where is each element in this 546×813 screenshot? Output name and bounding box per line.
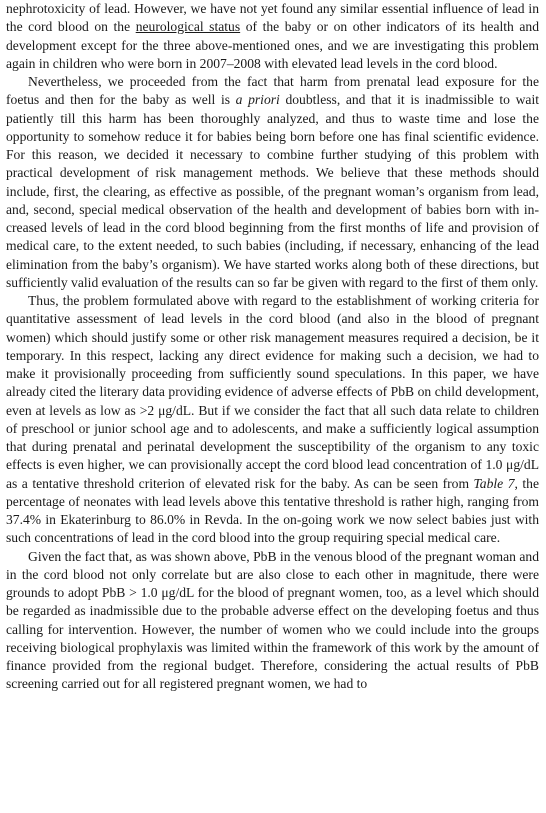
paragraph-1 xyxy=(6,0,539,73)
paragraph-2-text-a: Nevertheless, we proceeded from the fact that harm from prenatal lead exposure for the foetus and then for the baby as well is xyxy=(6,74,539,108)
a-priori-term: a priori xyxy=(235,92,280,108)
paragraph-2 xyxy=(6,73,539,292)
paragraph-3-text-a: Thus, the problem formulated above with regard to the establishment of working criteria for quantitative assessment of lead levels in the cord blood (and also in the blood of pregnant women) which should justify some or other risk management measures required a decision, be it temporary. In this respect, lacking any direct evidence for making such a decision, we had to make it provisionally proceeding from sufficiently sound speculations. In this paper, we have already cited the literary data providing evidence of adverse effects of PbB on child development, even at levels as low as >2 μg/dL. But if we consider the fact that all such data relate to children of preschool or junior school age and to adolescents, and make a sufficiently logical assumption that during prenatal and perinatal development the susceptibility of the organism to any toxic effects is even higher, we can provisionally accept the cord blood lead concentration of 1.0 μg/dL as a tentative threshold criterion of elevated risk for the baby. As can be seen from xyxy=(6,293,539,491)
paragraph-3-text-b: , the percentage of neonates with lead levels above this tentative threshold is rather high, ranging from 37.4% in Ekaterinburg to 86.0% in Revda. In the on-going work we now select babies just with such concentrations of lead in the cord blood into the group requiring special medical care. xyxy=(6,475,539,546)
paragraph-1-text-b: of the baby or on other indicators of its health and development except for the three above-mentioned ones, and we are investigating this problem again in children who were born in 2007–2008 with elevated lead levels in the cord blood. xyxy=(6,19,540,71)
document-page xyxy=(6,0,539,694)
neurological-status-term: neurological status xyxy=(135,19,241,35)
paragraph-4 xyxy=(6,548,539,694)
table-7-reference: Table 7 xyxy=(473,475,515,491)
paragraph-3 xyxy=(6,292,539,548)
paragraph-1-text-a: nephrotoxicity of lead. However, we have not yet found any similar essential influence of lead in the cord blood on the xyxy=(6,1,539,35)
paragraph-4-text: Given the fact that, as was shown above, PbB in the venous blood of the pregnant woman and in the cord blood not only correlate but are also close to each other in magnitude, there were grounds to adopt PbB > 1.0 μg/dL for the blood of pregnant women, too, as a level which should be regarded as inadmissible due to the probable adverse effect on the developing foetus and thus calling for intervention. However, the number of women who we could include into the groups receiving biological prophylaxis was limited within the framework of this work by the amount of finance provided from the regional budget. Therefore, considering the actual results of PbB screening carried out for all registered pregnant women, we had to xyxy=(6,548,539,692)
paragraph-2-text-b: doubtless, and that it is inadmissible to wait patiently till this harm has been thoroughly analyzed, and thus to waste time and lose the opportunity to somehow reduce it for babies being born before one has final scientific evidence. For this reason, we decided it necessary to combine further studying of this problem with practical development of risk management methods. We believe that these methods should include, first, the clearing, as effective as possible, of the pregnant woman’s organism from lead, and, second, special medical observation of the health and development of babies born with increased levels of lead in the cord blood beginning from the first months of life and provision of medical care, to the extent needed, to such babies (including, if necessary, enhancing of the lead elimination from the baby’s organism). We have started works along both of these directions, but sufficiently valid evaluation of the results can so far be given with regard to the first of them only. xyxy=(6,92,539,290)
